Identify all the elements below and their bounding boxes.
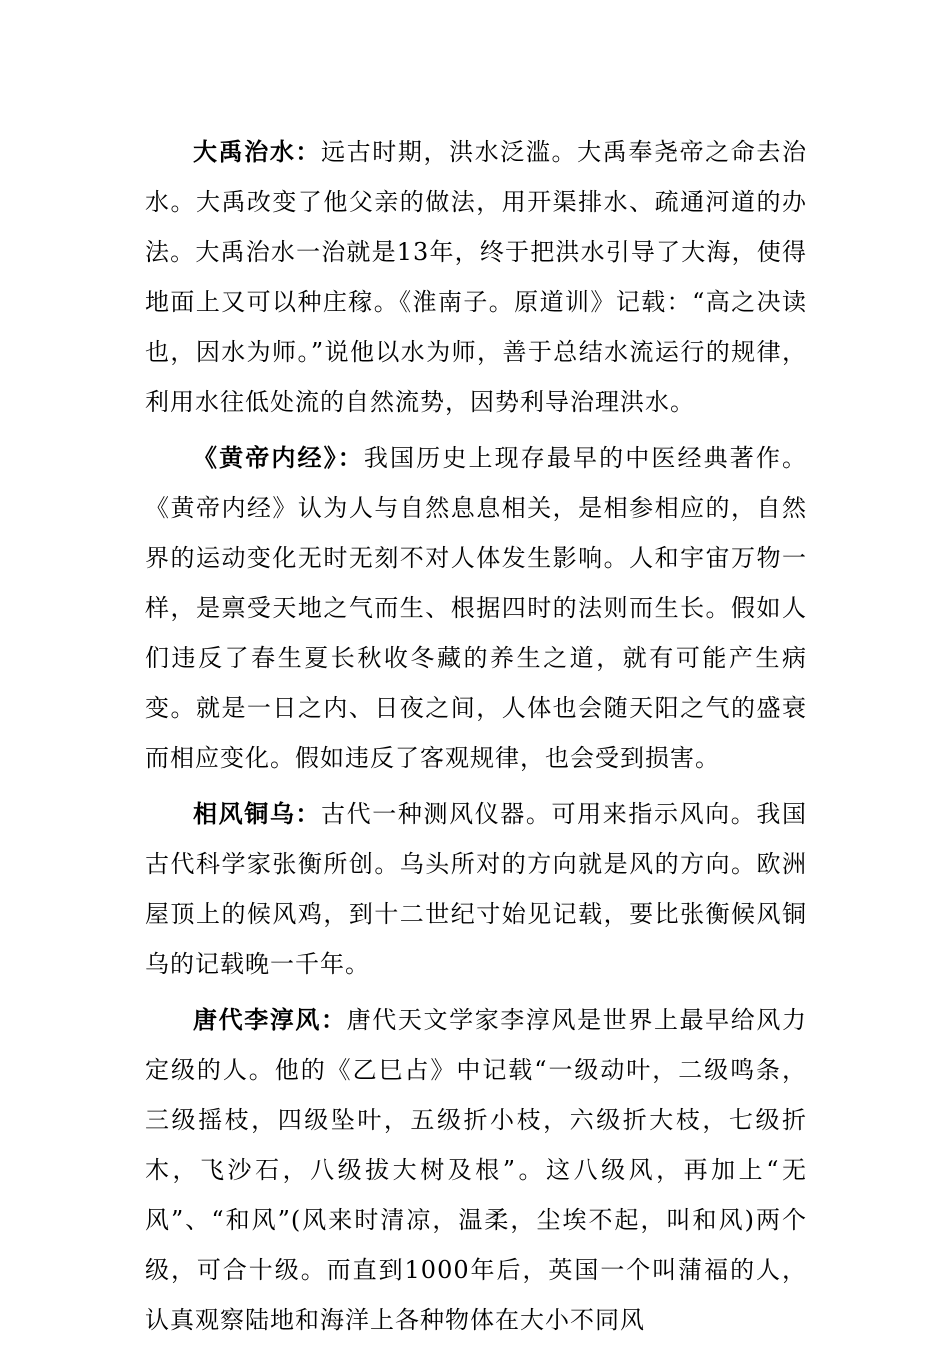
term-heading: 相风铜乌：: [193, 800, 322, 828]
term-heading: 唐代李淳风：: [193, 1006, 347, 1034]
paragraph-xiangfeng-tongwu: [145, 789, 807, 989]
paragraph-huangdi-neijing: [145, 433, 807, 783]
paragraph-text: 古代一种测风仪器。可用来指示风向。我国古代科学家张衡所创。乌头所对的方向就是风的方向。欧洲屋顶上的候风鸡，到十二世纪寸始见记载，要比张衡候风铜乌的记载晚一千年。: [145, 800, 808, 978]
paragraph-li-chunfeng: [145, 995, 807, 1345]
paragraph-text: 我国历史上现存最早的中医经典著作。《黄帝内经》认为人与自然息息相关，是相参相应的，自然界的运动变化无时无刻不对人体发生影响。人和宇宙万物一样，是禀受天地之气而生、根据四时的法则而生长。假如人们违反了春生夏长秋收冬藏的养生之道，就有可能产生病变。就是一日之内、日夜之间，人体也会随天阳之气的盛衰而相应变化。假如违反了客观规律，也会受到损害。: [145, 444, 808, 772]
paragraph-text: 唐代天文学家李淳风是世界上最早给风力定级的人。他的《乙巳占》中记载“一级动叶，二级鸣条，三级摇枝，四级坠叶，五级折小枝，六级折大枝，七级折木，飞沙石，八级拔大树及根”。这八级风，再加上“无风”、“和风”(风来时清凉，温柔，尘埃不起，叫和风)两个级，可合十级。而直到1000年后，英国一个叫蒲福的人，认真观察陆地和海洋上各种物体在大小不同风: [145, 1006, 808, 1334]
document-body: [145, 127, 807, 1351]
paragraph-text: 远古时期，洪水泛滥。大禹奉尧帝之命去治水。大禹改变了他父亲的做法，用开渠排水、疏通河道的办法。大禹治水一治就是13年，终于把洪水引导了大海，使得地面上又可以种庄稼。《淮南子。原道训》记载：“高之决读也，因水为师。”说他以水为师，善于总结水流运行的规律，利用水往低处流的自然流势，因势利导治理洪水。: [145, 138, 808, 416]
paragraph-dayu-zhishui: [145, 127, 807, 427]
term-heading: 大禹治水：: [193, 138, 322, 166]
term-heading: 《黄帝内经》：: [193, 444, 364, 472]
